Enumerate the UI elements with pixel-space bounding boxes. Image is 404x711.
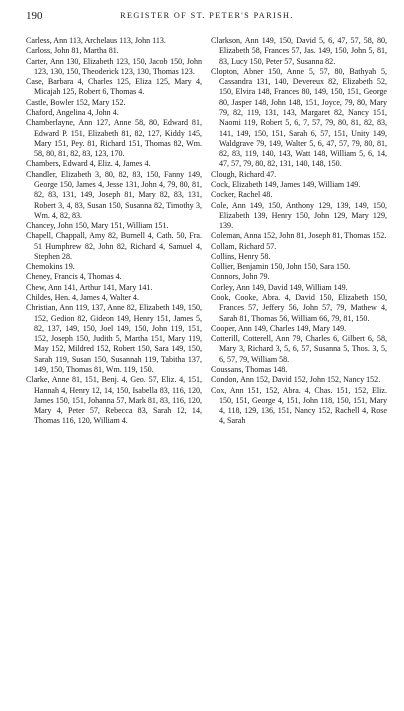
- index-entry: Clough, Richard 47.: [211, 169, 277, 179]
- page-header: [26, 10, 388, 24]
- index-entry: Childes, Hen. 4, James 4, Walter 4.: [26, 293, 139, 303]
- running-title: REGISTER OF ST. PETER'S PARISH.: [120, 11, 294, 20]
- index-entry: Carter, Ann 130, Elizabeth 123, 150, Jacob 150, John 123, 130, 150, Theoderick 123, 130, Thomas 123.: [26, 56, 202, 76]
- index-entry: Christian, Ann 119, 137, Anne 82, Elizabeth 149, 150, 152, Gedion 82, Gideon 149, Henry 151, James 5, 82, 137, 149, 150, Joel 149, 150, John 119, 151, 152, Joseph 150, Judith 5, Martha 151, Mary 119, May 152, Mildred 152, Robert 150, Sara 149, 150, Sarah 119, Susan 150, Susannah 119, Tabitha 137, 149, 150, Thomas 81, Wm. 119, 150.: [26, 303, 202, 374]
- index-entry: Chew, Ann 141, Arthur 141, Mary 141.: [26, 282, 153, 292]
- index-entry: Coussans, Thomas 148.: [211, 365, 288, 374]
- index-entry: Carloss, John 81, Martha 81.: [26, 46, 119, 56]
- index-entry: Cole, Ann 149, 150, Anthony 129, 139, 149, 150, Elizabeth 139, Henry 150, John 129, Mary 129, 139.: [211, 200, 387, 231]
- index-entry: Clarke, Anne 81, 151, Benj. 4, Geo. 57, Eliz. 4, 151, Hannah 4, Henry 12, 14, 150, Isabella 83, 116, 120, James 150, 151, Johanna 57, Mark 81, 83, 116, 120, Mary 4, Peter 57, Rebecca 83, Sarah 12, 14, Thomas 116, 120, William 4.: [26, 375, 202, 426]
- index-entry: Collins, Henry 58.: [211, 251, 271, 261]
- index-entry: Collier, Benjamin 150, John 150, Sara 150.: [211, 262, 351, 272]
- index-entry: Chancey, John 150, Mary 151, William 151.: [26, 221, 169, 231]
- index-entry: Cooper, Ann 149, Charles 149, Mary 149.: [211, 323, 347, 333]
- index-entry: Corley, Ann 149, David 149, William 149.: [211, 282, 348, 292]
- index-entry: Cocker, Rachel 48.: [211, 190, 273, 200]
- index-entry: Chaford, Angelina 4, John 4.: [26, 107, 119, 117]
- index-entry: Coleman, Anna 152, John 81, Joseph 81, Thomas 152.: [211, 231, 387, 241]
- index-entry: Clarkson, Ann 149, 150, David 5, 6, 47, 57, 58, 80, Elizabeth 58, Frances 57, Jas. 149, 150, John 5, 81, 83, Lucy 150, Peter 57, Susanna 82.: [211, 36, 387, 66]
- page-number: 190: [26, 10, 43, 22]
- index-entry: Cock, Elizabeth 149, James 149, William 149.: [211, 179, 361, 189]
- index-entry: Chandler, Elizabeth 3, 80, 82, 83, 150, Fanny 149, George 150, James 4, Jesse 131, John 4, 79, 80, 81, 82, 83, 131, 149, Joseph 81, Mary 82, 83, 131, Robert 3, 4, 83, Susan 150, Susanna 82, Timothy 3, Wm. 4, 82, 83.: [26, 169, 202, 220]
- index-entry: Case, Barbara 4, Charles 125, Eliza 125, Mary 4, Micajah 125, Robert 6, Thomas 4.: [26, 77, 202, 97]
- index-entry: Collam, Richard 57.: [211, 241, 277, 251]
- index-entry: Cheney, Francis 4, Thomas 4.: [26, 272, 122, 282]
- index-entry: Chamberlayne, Ann 127, Anne 58, 80, Edward 81, Edward P. 151, Elizabeth 81, 82, 127, Kiddy 145, Mary 151, Pey. 81, Richard 151, Thomas 82, Wm. 58, 80, 81, 82, 83, 123, 170.: [26, 118, 202, 159]
- index-column-right: [211, 36, 387, 427]
- index-entry: Chapell, Chappall, Amy 82, Burnell 4, Cath. 50, Fra. 51 Humphrew 82, John 82, Richard 4, Samuel 4, Stephen 28.: [26, 231, 202, 261]
- index-entry: Castle, Bowler 152, Mary 152.: [26, 97, 126, 107]
- index-entry: Condon, Ann 152, David 152, John 152, Nancy 152.: [211, 375, 381, 385]
- index-column-left: [26, 36, 202, 427]
- index-entry: Cox, Ann 151, 152, Abra. 4, Chas. 151, 152, Eliz. 150, 151, George 4, 151, John 118, 150, 151, Mary 4, 118, 129, 136, 151, Nancy 152, Rachell 4, Rose 4, Sarah: [211, 385, 387, 426]
- index-entry: Cotterill, Cotterell, Ann 79, Charles 6, Gilbert 6, 58, Mary 3, Richard 3, 5, 6, 57, Susanna 5, Thos. 3, 5, 6, 57, 79, William 58.: [211, 334, 387, 364]
- index-entry: Chemokins 19.: [26, 262, 75, 272]
- index-entry: Cook, Cooke, Abra. 4, David 150, Elizabeth 150, Frances 57, Jeffery 56, John 57, 79, Mathew 4, Sarah 81, Thomas 56, William 66, 79, 81, 150.: [211, 293, 387, 323]
- index-entry: Connors, John 79.: [211, 272, 270, 282]
- index-entry: Clopton, Abner 150, Anne 5, 57, 80, Bathyah 5, Cassandra 131, 140, Devereux 82, Elizabeth 52, 150, Elvira 148, Frances 80, 149, 150, 151, George 80, Jasper 148, John 148, 151, Joyce, 79, 80, Mary 79, 82, 119, 131, 143, Margaret 82, Nancy 151, Naomi 119, Robert 5, 6, 7, 57, 79, 80, 81, 82, 83, 141, 149, 150, 151, Sarah 6, 57, 151, Unity 149, Waldgrave 79, 149, Walter 5, 6, 47, 57, 79, 80, 81, 82, 83, 119, 140, 143, Watt 148, William 5, 6, 14, 47, 57, 79, 80, 82, 131, 140, 148, 150.: [211, 66, 387, 169]
- index-entry: Carless, Ann 113, Archelaus 113, John 113.: [26, 36, 166, 45]
- index-entry: Chambers, Edward 4, Eliz. 4, James 4.: [26, 159, 151, 169]
